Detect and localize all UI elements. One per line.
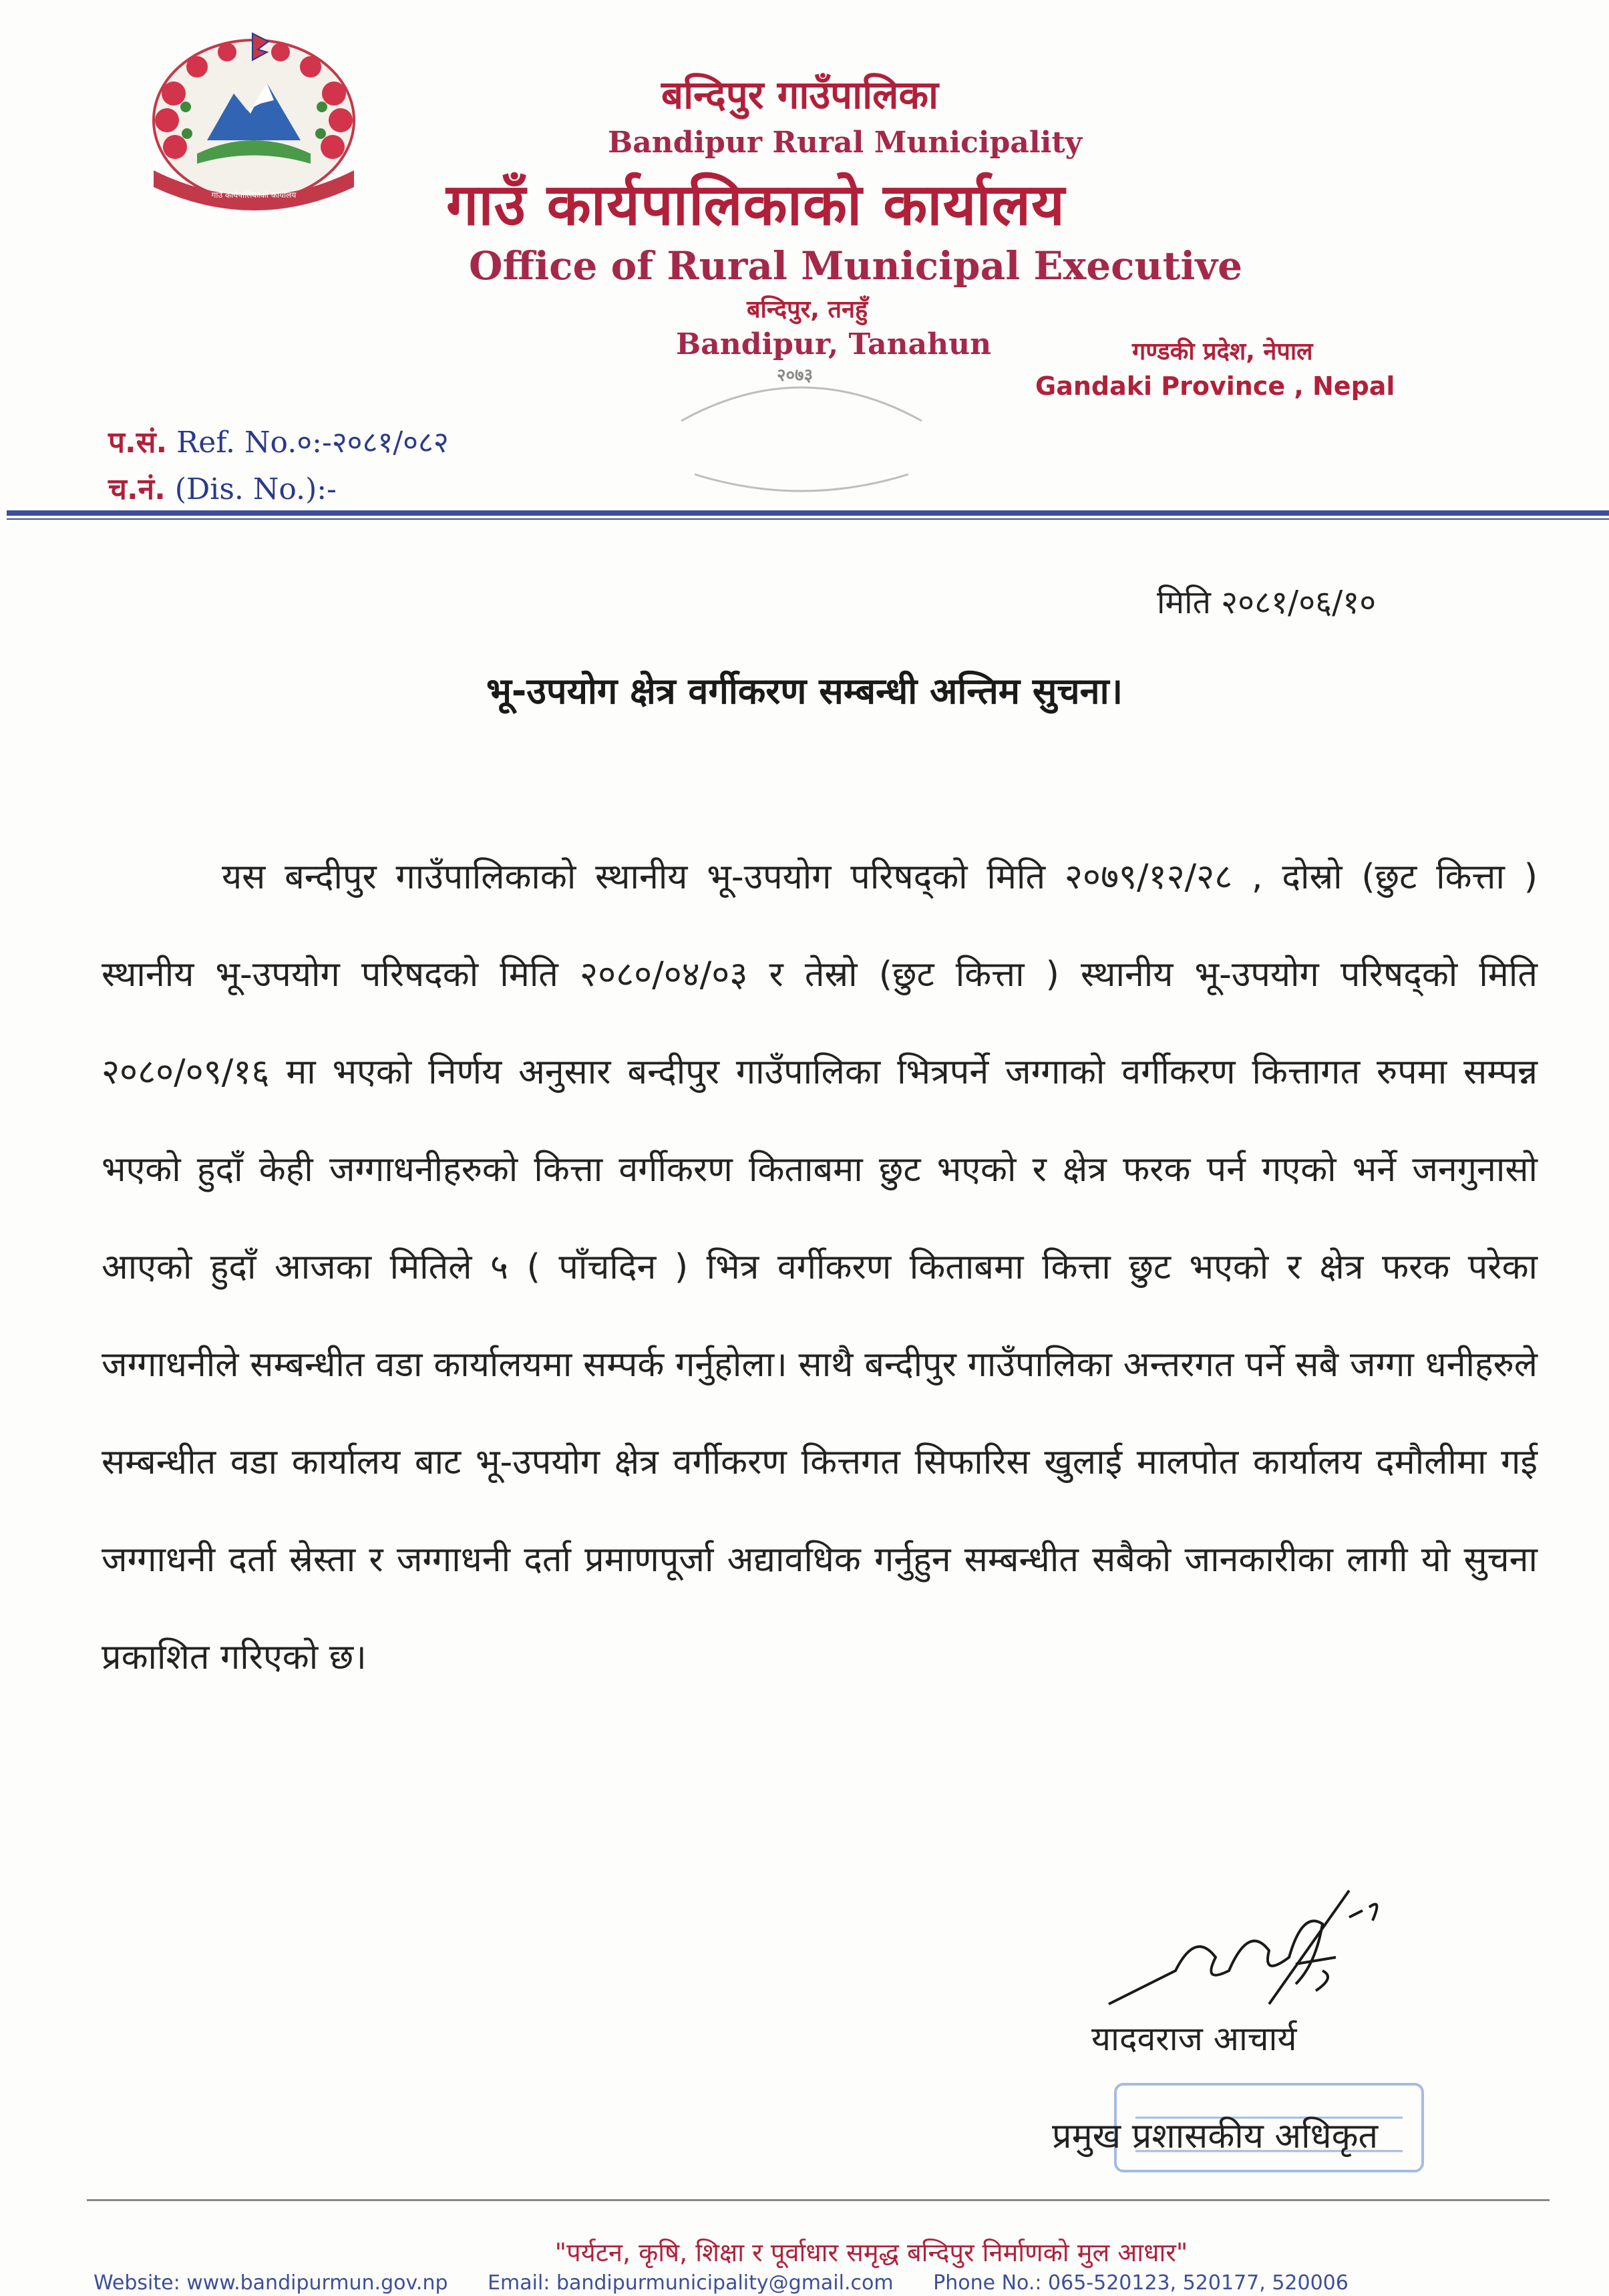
province-en: Gandaki Province , Nepal: [1035, 371, 1395, 401]
footer-slogan: "पर्यटन, कृषि, शिक्षा र पूर्वाधार समृद्ध बन्दिपुर निर्माणको मुल आधार": [554, 2238, 1188, 2267]
footer-divider: [87, 2199, 1550, 2201]
office-name-np: गाउँ कार्यपालिकाको कार्यालय: [446, 172, 1065, 238]
header-divider-thin: [7, 518, 1609, 520]
office-name-en: Office of Rural Municipal Executive: [469, 243, 1243, 289]
notice-date: मिति २०८१/०६/१०: [1157, 584, 1377, 621]
reference-number: [108, 421, 449, 461]
municipality-name-np: बन्दिपुर गाउँपालिका: [661, 72, 939, 118]
ref-value: ०:-२०८१/०८२: [297, 426, 449, 460]
dis-label-en: (Dis. No.):-: [174, 472, 337, 506]
footer-phone: Phone No.: 065-520123, 520177, 520006: [933, 2271, 1349, 2295]
header-divider: [7, 510, 1609, 516]
signer-name: यादवराज आचार्य: [1091, 2019, 1297, 2058]
province-np: गण्डकी प्रदेश, नेपाल: [1132, 338, 1313, 365]
ref-label-np: प.सं.: [108, 426, 168, 460]
dispatch-number: [108, 468, 337, 508]
notice-body: यस बन्दीपुर गाउँपालिकाको स्थानीय भू-उपयोग परिषद्को मिति २०७९/१२/२८ , दोस्रो (छुट कित्ता ) स्थानीय भू-उपयोग परिषदको मिति २०८०/०४/०३ र तेस्रो (छुट कित्ता ) स्थानीय भू-उपयोग परिषद्को मिति २०८०/०९/१६ मा भएको निर्णय अनुसार बन्दीपुर गाउँपालिका भित्रपर्ने जग्गाको वर्गीकरण कित्तागत रुपमा सम्पन्न भएको हुदाँ केही जग्गाधनीहरुको कित्ता वर्गीकरण किताबमा छुट भएको र क्षेत्र फरक पर्न गएको भर्ने जनगुनासो आएको हुदाँ आजका मितिले ५ ( पाँचदिन ) भित्र वर्गीकरण किताबमा कित्ता छुट भएको र क्षेत्र फरक परेका जग्गाधनीले सम्बन्धीत वडा कार्यालयमा सम्पर्क गर्नुहोला। साथै बन्दीपुर गाउँपालिका अन्तरगत पर्ने सबै जग्गा धनीहरुले सम्बन्धीत वडा कार्यालय बाट भू-उपयोग क्षेत्र वर्गीकरण कित्तगत सिफारिस खुलाई मालपोत कार्यालय दमौलीमा गई जग्गाधनी दर्ता स्रेस्ता र जग्गाधनी दर्ता प्रमाणपूर्जा अद्यावधिक गर्नुहुन सम्बन्धीत सबैको जानकारीका लागी यो सुचना प्रकाशित गरिएको छ।: [102, 857, 1538, 1677]
footer-website: Website: www.bandipurmun.gov.np: [94, 2271, 448, 2295]
office-seal-stamp: [655, 341, 948, 508]
footer-contact: [94, 2271, 1382, 2295]
municipality-name-en: Bandipur Rural Municipality: [608, 126, 1083, 160]
location-np: बन्दिपुर, तनहुँ: [747, 296, 868, 323]
footer-email: Email: bandipurmunicipality@gmail.com: [488, 2271, 894, 2295]
signer-title: प्रमुख प्रशासकीय अधिकृत: [1052, 2116, 1379, 2156]
dis-label-np: च.नं.: [108, 472, 166, 506]
handwritten-signature: [1095, 1870, 1409, 2024]
emblem-text: गाउँ कार्यपालिकाको कार्यालय: [211, 190, 297, 200]
ref-label-en: Ref. No.: [176, 426, 297, 460]
location-en: Bandipur, Tanahun: [676, 327, 992, 361]
stamp-year: २०७३: [776, 365, 814, 385]
notice-subject: भू-उपयोग क्षेत्र वर्गीकरण सम्बन्धी अन्तिम सुचना।: [486, 670, 1123, 712]
